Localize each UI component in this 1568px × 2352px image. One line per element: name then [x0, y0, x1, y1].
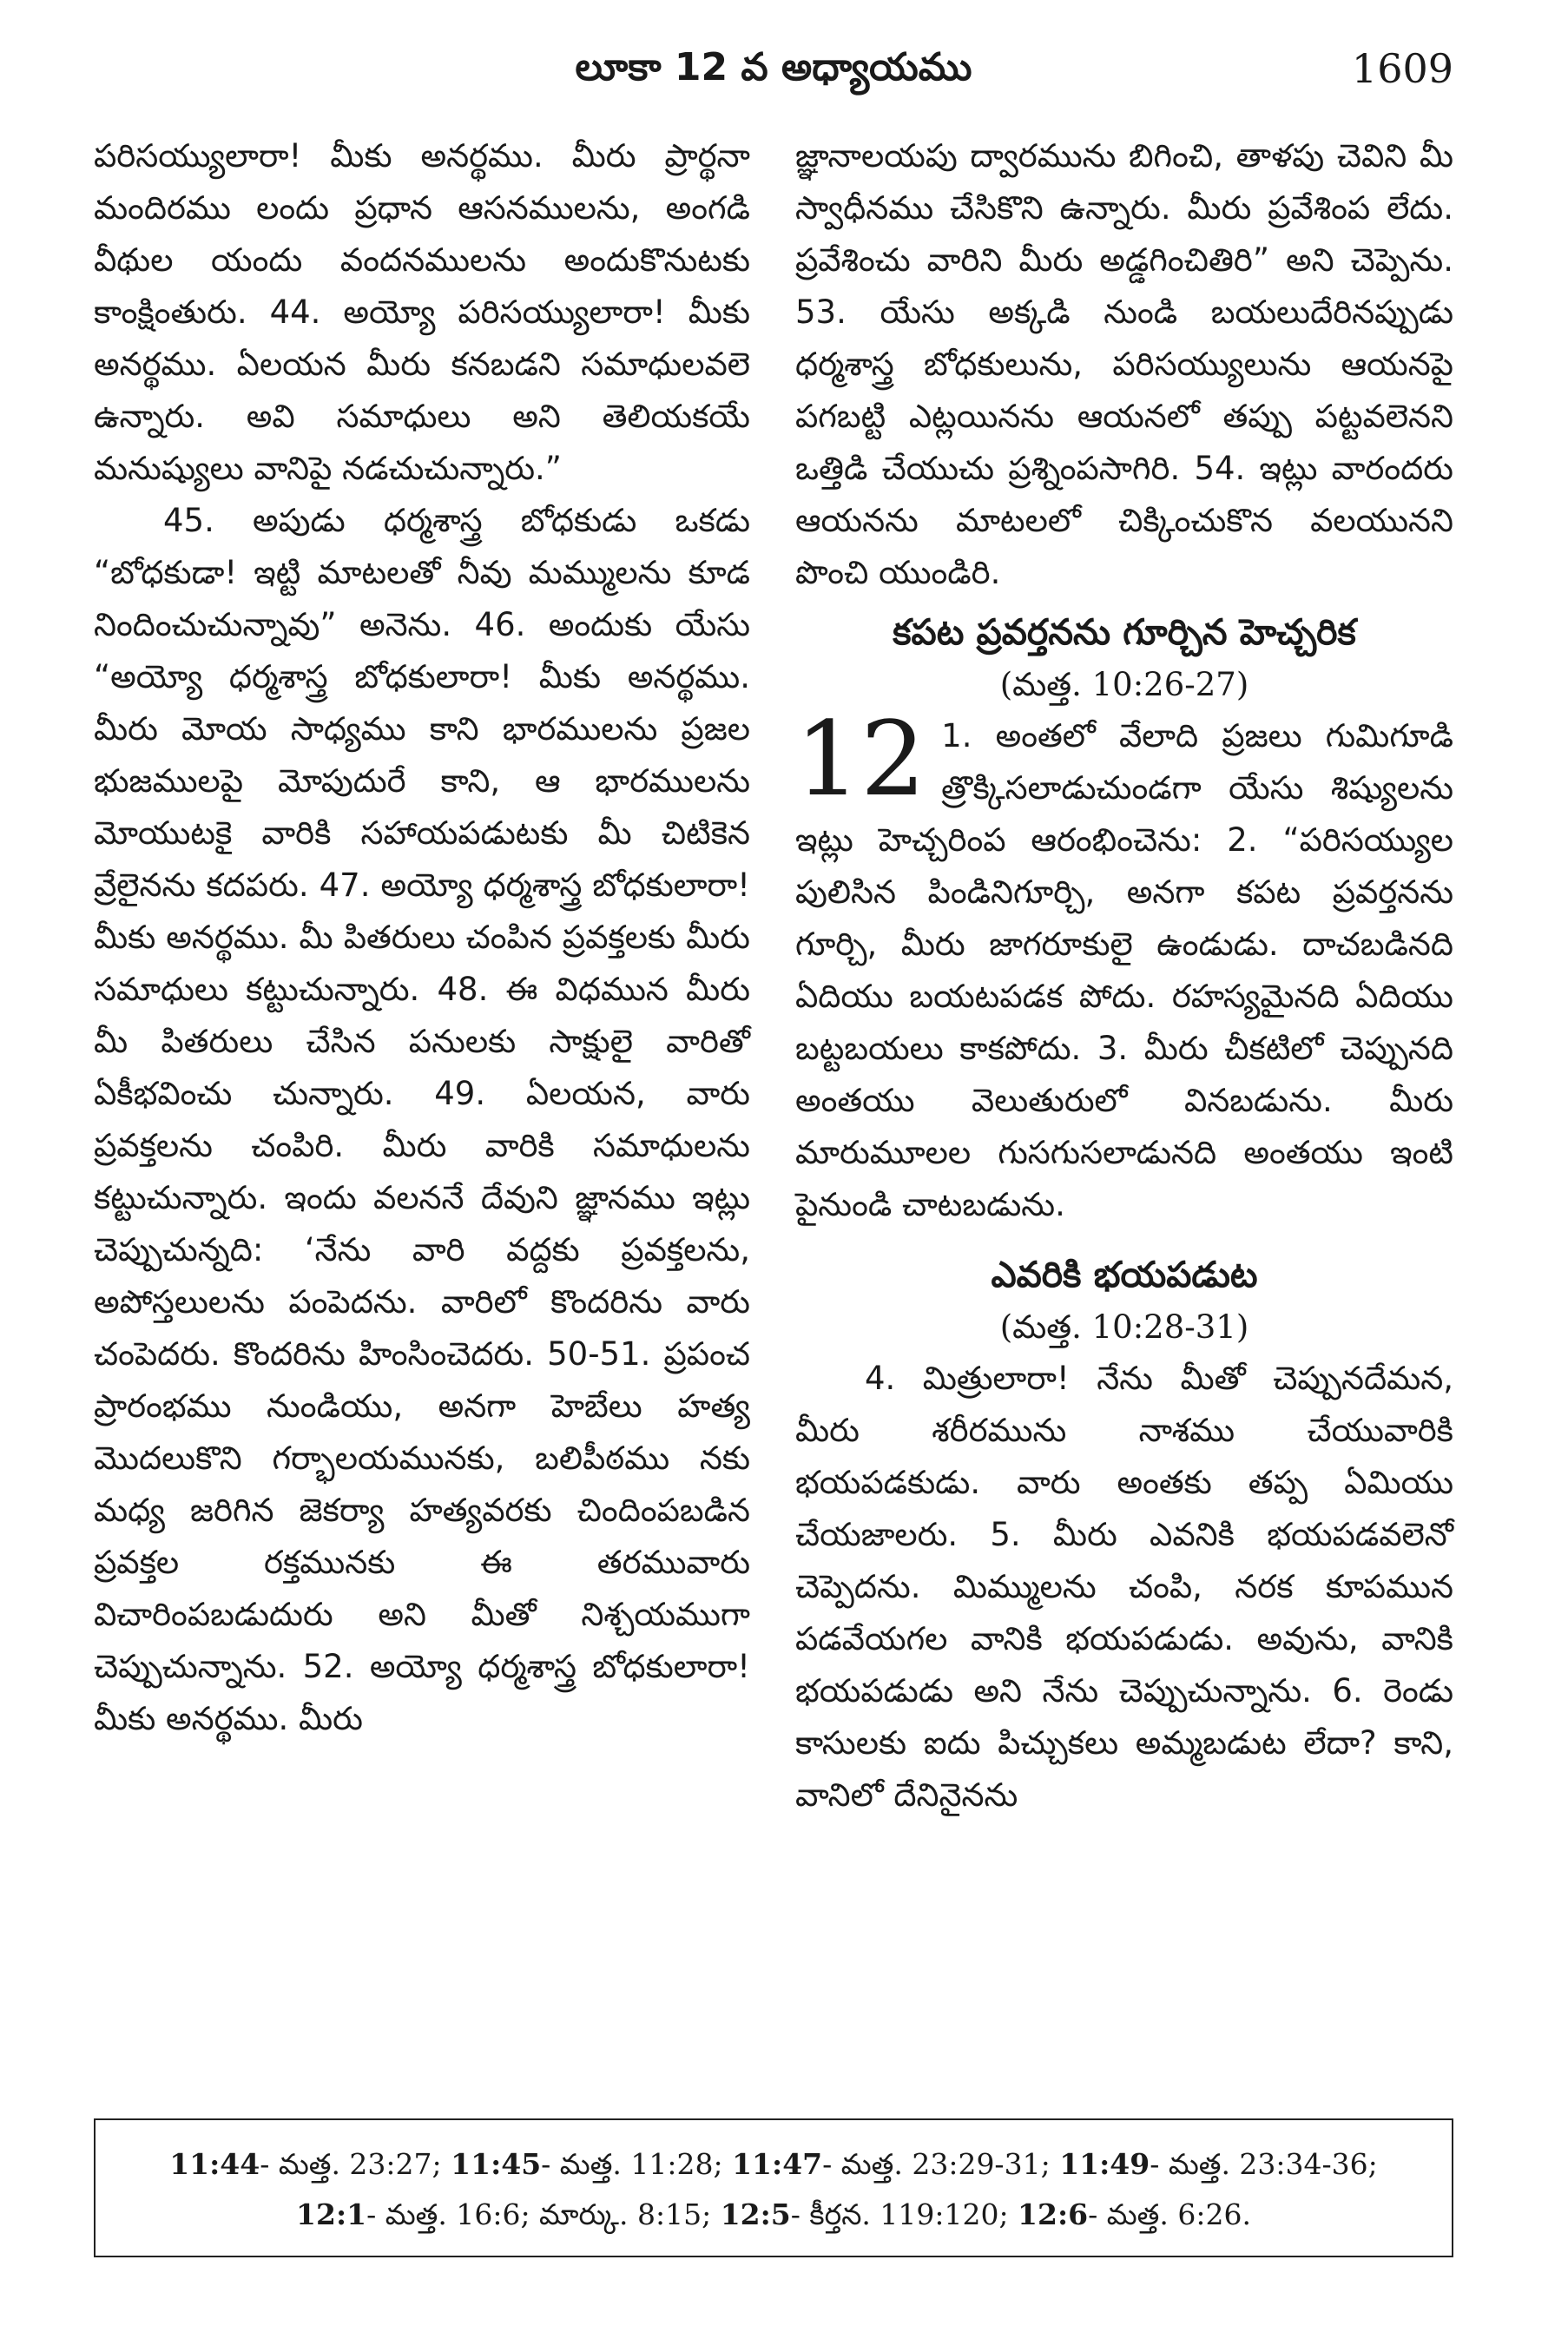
- paragraph: 45. అపుడు ధర్మశాస్త్ర బోధకుడు ఒకడు “బోధకుడా! ఇట్టి మాటలతో నీవు మమ్ములను కూడ నిందించుచున్నావు” అనెను. 46. అందుకు యేసు “అయ్యో ధర్మశాస్త్ర బోధకులారా! మీకు అనర్థము. మీరు మోయ సాధ్యము కాని భారములను ప్రజల భుజములపై మోపుదురే కాని, ఆ భారములను మోయుటకై వారికి సహాయపడుటకు మీ చిటికెన వ్రేలైనను కదపరు. 47. అయ్యో ధర్మశాస్త్ర బోధకులారా! మీకు అనర్థము. మీ పితరులు చంపిన ప్రవక్తలకు మీరు సమాధులు కట్టుచున్నారు. 48. ఈ విధమున మీరు మీ పితరులు చేసిన పనులకు సాక్షులై వారితో ఏకీభవించు చున్నారు. 49. ఏలయన, వారు ప్రవక్తలను చంపిరి. మీరు వారికి సమాధులను కట్టుచున్నారు. ఇందు వలననే దేవుని జ్ఞానము ఇట్లు చెప్పుచున్నది: ‘నేను వారి వద్దకు ప్రవక్తలను, అపోస్తలులను పంపెదను. వారిలో కొందరిను వారు చంపెదరు. కొందరిను హింసించెదరు. 50-51. ప్రపంచ ప్రారంభము నుండియు, అనగా హెబేలు హత్య మొదలుకొని గర్భాలయమునకు, బలిపీఠము నకు మధ్య జరిగిన జెకర్యా హత్యవరకు చిందింపబడిన ప్రవక్తల రక్తమునకు ఈ తరమువారు విచారింపబడుదురు అని మీతో నిశ్చయముగా చెప్పుచున్నాను. 52. అయ్యో ధర్మశాస్త్ర బోధకులారా! మీకు అనర్థము. మీరు: [94, 502, 750, 1737]
- footnote-ref: 11:44: [169, 2147, 260, 2181]
- section-heading: ఎవరికి భయపడుట: [991, 1254, 1258, 1295]
- footnote-text: - కీర్తన. 119:120;: [790, 2197, 1018, 2231]
- chapter-title: లూకా 12 వ అధ్యాయము: [575, 45, 972, 89]
- footnote-text: - మత్త. 6:26.: [1088, 2197, 1251, 2231]
- footnote-text: - మత్త. 23:34-36;: [1150, 2147, 1378, 2181]
- section-heading: కపట ప్రవర్తనను గూర్చిన హెచ్చరిక: [893, 611, 1356, 653]
- page-header: [94, 45, 1453, 115]
- cross-reference: (మత్త. 10:26-27): [999, 666, 1249, 703]
- paragraph: పరిసయ్యులారా! మీకు అనర్థము. మీరు ప్రార్థనా మందిరము లందు ప్రధాన ఆసనములను, అంగడి వీథుల యందు వందనములను అందుకొనుటకు కాంక్షింతురు. 44. అయ్యో పరిసయ్యులారా! మీకు అనర్థము. ఏలయన మీరు కనబడని సమాధులవలె ఉన్నారు. అవి సమాధులు అని తెలియకయే మనుష్యులు వానిపై నడచుచున్నారు.”: [94, 137, 750, 487]
- footnote-ref: 11:47: [732, 2147, 823, 2181]
- page-number: 1609: [1351, 45, 1453, 92]
- footnote-ref: 11:45: [451, 2147, 542, 2181]
- paragraph: [795, 699, 1453, 1231]
- right-column: [795, 130, 1453, 1822]
- footnote-ref: 12:1: [296, 2197, 367, 2231]
- footnote-line: [96, 2190, 1452, 2240]
- footnote-text: - మత్త. 23:29-31;: [822, 2147, 1060, 2181]
- cross-reference: (మత్త. 10:28-31): [999, 1308, 1249, 1346]
- footnote-ref: 12:6: [1018, 2197, 1089, 2231]
- footnote-ref: 11:49: [1059, 2147, 1150, 2181]
- footnote-line: [96, 2139, 1452, 2190]
- chapter-number: 12: [795, 699, 926, 819]
- footnote-text: - మత్త. 11:28;: [541, 2147, 733, 2181]
- footnote-text: - మత్త. 23:27;: [260, 2147, 451, 2181]
- footnote-ref: 12:5: [720, 2197, 791, 2231]
- verse-text: 1. అంతలో వేలాది ప్రజలు గుమిగూడి త్రొక్కిసలాడుచుండగా యేసు శిష్యులను ఇట్లు హెచ్చరింప ఆరంభించెను: 2. “పరిసయ్యుల పులిసిన పిండినిగూర్చి, అనగా కపట ప్రవర్తనను గూర్చి, మీరు జాగరూకులై ఉండుడు. దాచబడినది ఏదియు బయటపడక పోదు. రహస్యమైనది ఏదియు బట్టబయలు కాకపోదు. 3. మీరు చీకటిలో చెప్పునది అంతయు వెలుతురులో వినబడును. మీరు మారుమూలల గుసగుసలాడునది అంతయు ఇంటి పైనుండి చాటబడును.: [795, 717, 1453, 1223]
- paragraph: జ్ఞానాలయపు ద్వారమును బిగించి, తాళపు చెవిని మీ స్వాధీనము చేసికొని ఉన్నారు. మీరు ప్రవేశింప లేదు. ప్రవేశించు వారిని మీరు అడ్డగించితిరి” అని చెప్పెను. 53. యేసు అక్కడి నుండి బయలుదేరినప్పుడు ధర్మశాస్త్ర బోధకులును, పరిసయ్యులును ఆయనపై పగబట్టి ఎట్లయినను ఆయనలో తప్పు పట్టవలెనని ఒత్తిడి చేయుచు ప్రశ్నింపసాగిరి. 54. ఇట్లు వారందరు ఆయనను మాటలలో చిక్కించుకొన వలయునని పొంచి యుండిరి.: [795, 137, 1453, 591]
- footnote-box: [94, 2118, 1453, 2257]
- left-column: [94, 130, 750, 1745]
- footnote-text: - మత్త. 16:6; మార్కు. 8:15;: [366, 2197, 721, 2231]
- paragraph: 4. మిత్రులారా! నేను మీతో చెప్పునదేమన, మీరు శరీరమును నాశము చేయువారికి భయపడకుడు. వారు అంతకు తప్ప ఏమియు చేయజాలరు. 5. మీరు ఎవనికి భయపడవలెనో చెప్పెదను. మిమ్ములను చంపి, నరక కూపమున పడవేయగల వానికి భయపడుడు. అవును, వానికి భయపడుడు అని నేను చెప్పుచున్నాను. 6. రెండు కాసులకు ఐదు పిచ్చుకలు అమ్మబడుట లేదా? కాని, వానిలో దేనినైనను: [795, 1360, 1453, 1814]
